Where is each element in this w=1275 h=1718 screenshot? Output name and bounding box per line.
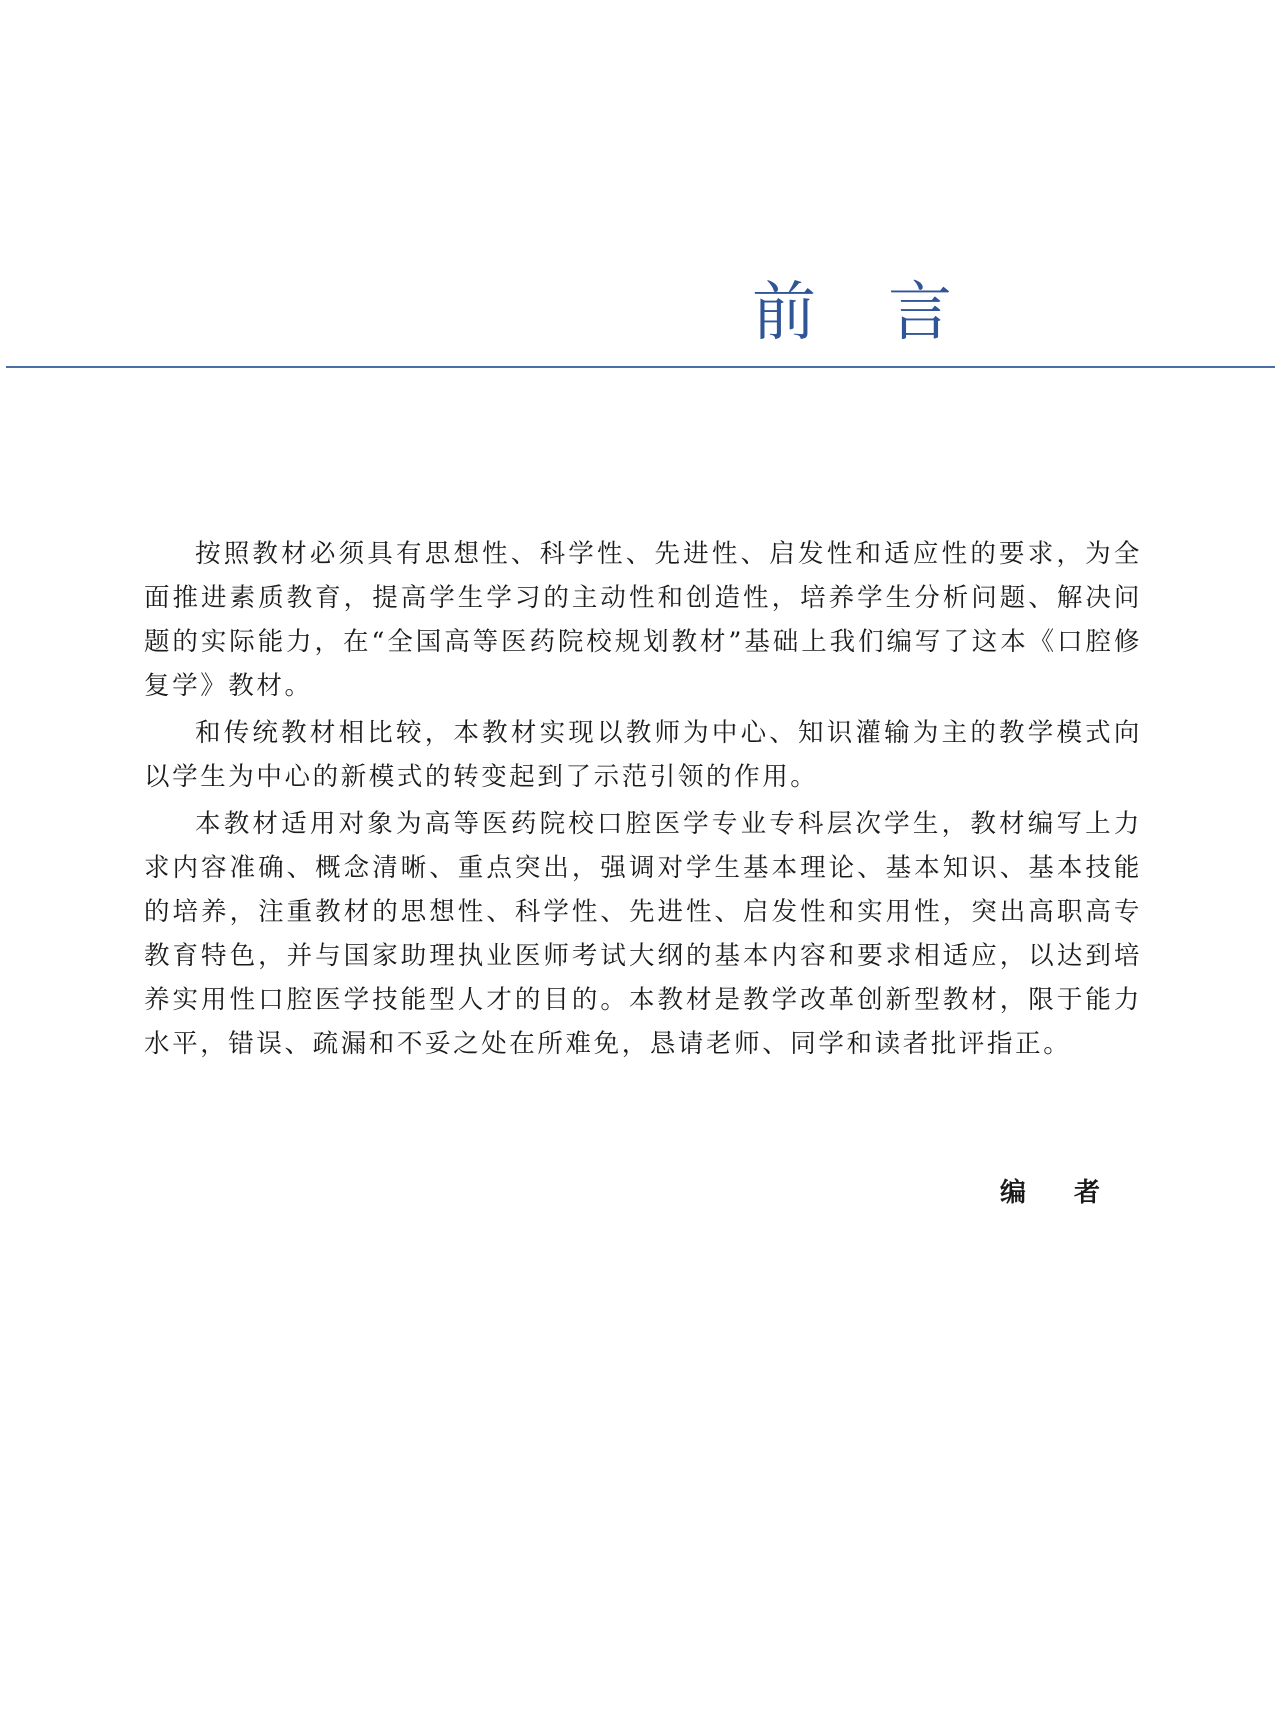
paragraph-2: 和传统教材相比较，本教材实现以教师为中心、知识灌输为主的教学模式向以学生为中心的新模式的转变起到了示范引领的作用。 — [144, 718, 1142, 792]
page-title — [752, 268, 952, 358]
page-title-char-1: 前 — [752, 276, 816, 350]
page-title-char-2: 言 — [888, 276, 952, 350]
signature-char-1: 编 — [1000, 1177, 1027, 1208]
signature-char-2: 者 — [1073, 1177, 1100, 1208]
paragraph-1: 按照教材必须具有思想性、科学性、先进性、启发性和适应性的要求，为全面推进素质教育，提高学生学习的主动性和创造性，培养学生分析问题、解决问题的实际能力，在“全国高等医药院校规划教材”基础上我们编写了这本《口腔修复学》教材。 — [144, 539, 1142, 701]
author-signature — [1000, 1168, 1100, 1212]
preface-body — [144, 532, 1142, 1069]
title-divider — [6, 366, 1275, 368]
paragraph-3: 本教材适用对象为高等医药院校口腔医学专业专科层次学生，教材编写上力求内容准确、概念清晰、重点突出，强调对学生基本理论、基本知识、基本技能的培养，注重教材的思想性、科学性、先进性、启发性和实用性，突出高职高专教育特色，并与国家助理执业医师考试大纲的基本内容和要求相适应，以达到培养实用性口腔医学技能型人才的目的。本教材是教学改革创新型教材，限于能力水平，错误、疏漏和不妥之处在所难免，恳请老师、同学和读者批评指正。 — [144, 809, 1142, 1059]
